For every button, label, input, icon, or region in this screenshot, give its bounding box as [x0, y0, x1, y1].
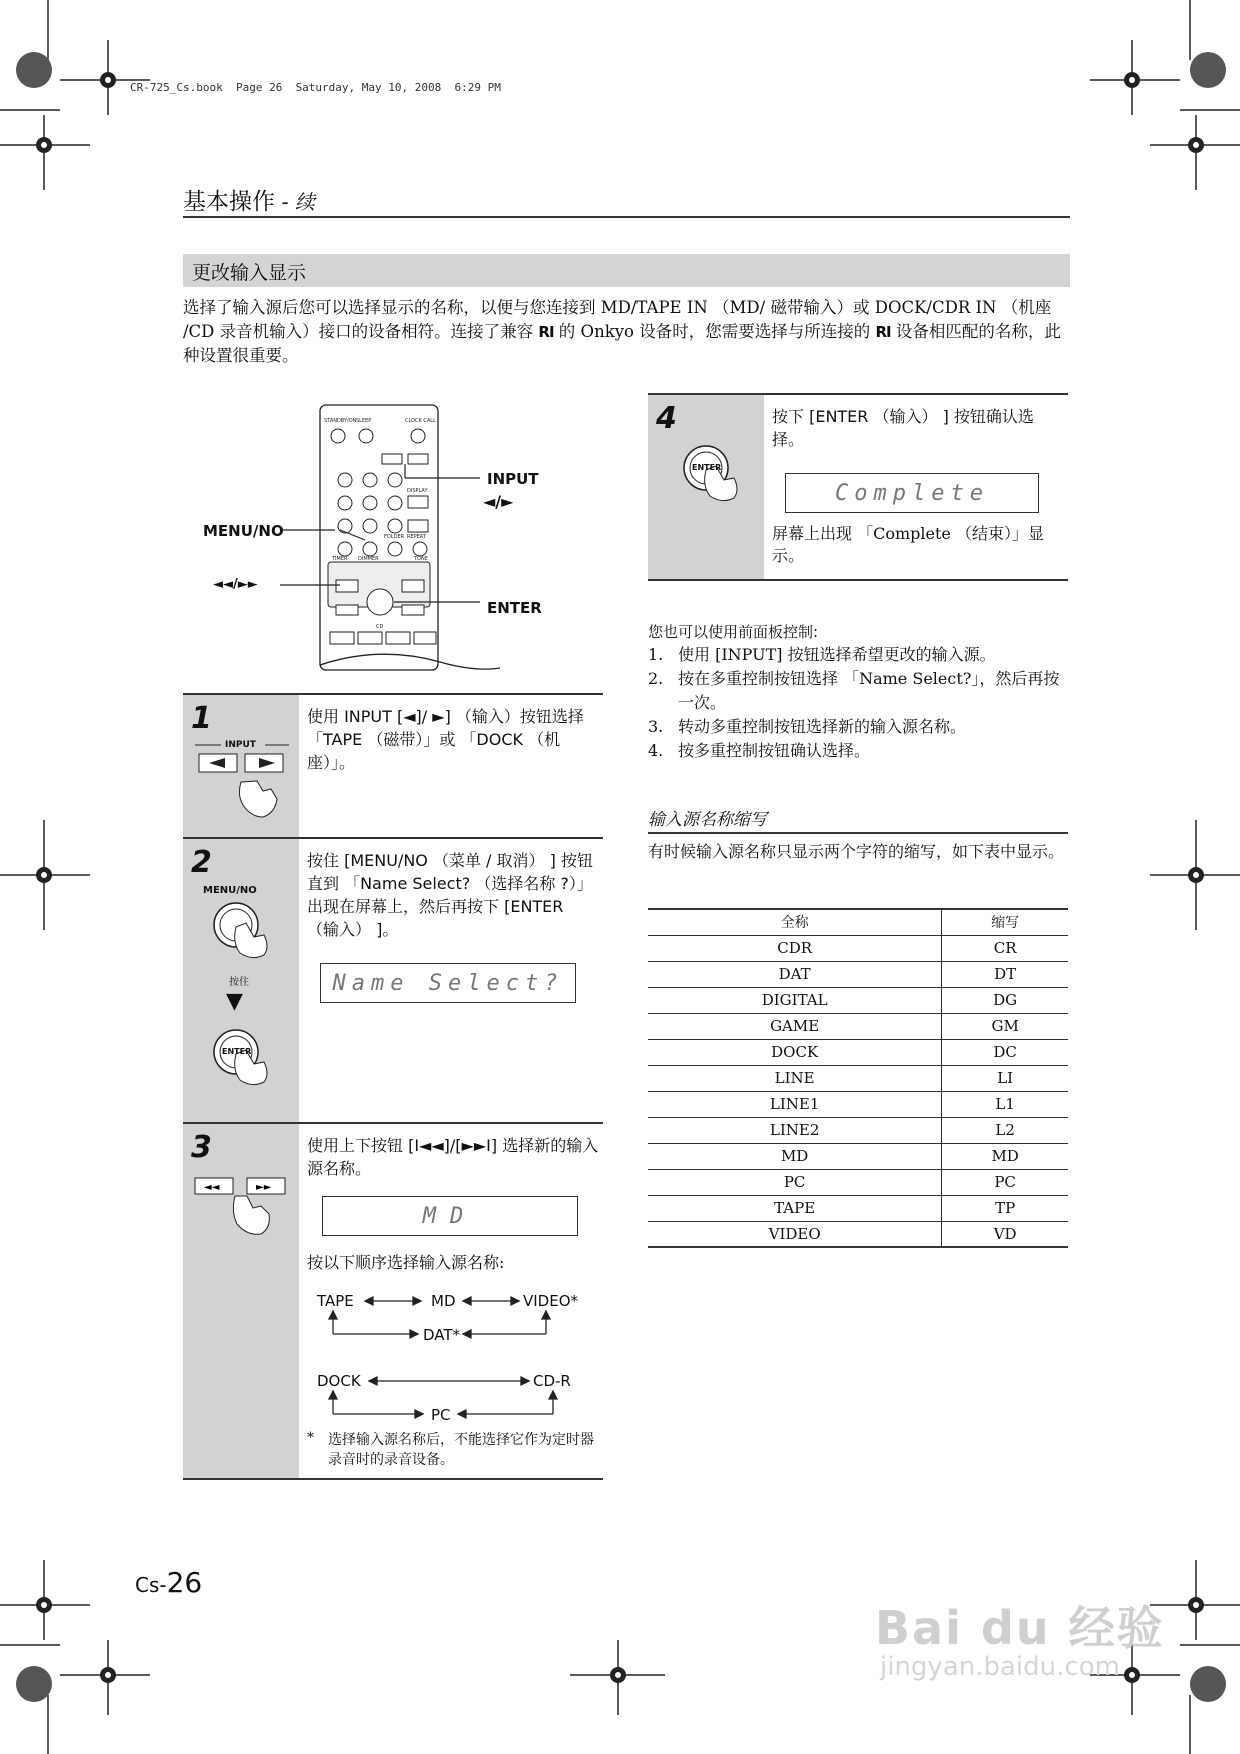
table-cell: DAT: [648, 961, 942, 987]
list-text: 使用 [INPUT] 按钮选择希望更改的输入源。: [678, 645, 996, 664]
table-header: 缩写: [942, 909, 1068, 935]
menu-button-icon: [208, 897, 278, 963]
table-row: [648, 1091, 1068, 1117]
list-item: [648, 739, 1068, 763]
remote-btn-clock: CLOCK CALL: [405, 418, 436, 424]
list-text: 按多重控制按钮确认选择。: [678, 741, 871, 760]
step-number: 2: [191, 845, 212, 880]
remote-btn-timer: TIMER: [332, 556, 348, 562]
table-cell: LINE1: [648, 1091, 942, 1117]
table-cell: PC: [648, 1169, 942, 1195]
order-label: 按以下顺序选择输入源名称:: [307, 1253, 505, 1272]
table-header-row: [648, 909, 1068, 935]
section-bar: [183, 254, 1070, 287]
table-cell: PC: [942, 1169, 1068, 1195]
table-cell: MD: [942, 1143, 1068, 1169]
flow-dat: DAT*: [423, 1326, 461, 1344]
remote-btn-standby: STANDBY/ON: [324, 418, 357, 424]
page-title: [183, 183, 315, 216]
footnote: 选择输入源名称后，不能选择它作为定时器录音时的录音设备。: [328, 1432, 594, 1468]
table-cell: GAME: [648, 1013, 942, 1039]
table-cell: LINE2: [648, 1117, 942, 1143]
step-text: 使用上下按钮 [I◄◄]/[►►I] 选择新的输入源名称。: [307, 1136, 599, 1178]
flow-dock: DOCK: [317, 1372, 361, 1390]
table-row: [648, 1117, 1068, 1143]
flow-arrows-2: [313, 1369, 573, 1424]
flow-arrows-1: [313, 1289, 573, 1344]
input-buttons-icon: [193, 737, 293, 827]
watermark-url: jingyan.baidu.com: [880, 1652, 1120, 1682]
watermark-brand: Bai du 经验: [875, 1601, 1165, 1655]
step-3: [183, 1122, 603, 1480]
remote-btn-sleep: SLEEP: [356, 418, 372, 424]
table-row: [648, 1013, 1068, 1039]
list-item: [648, 667, 1068, 715]
step-icon-label: INPUT: [225, 740, 256, 750]
header-rule: [183, 216, 1070, 218]
step-1: [183, 693, 603, 837]
section-title: 更改输入显示: [192, 262, 307, 284]
step-number: 1: [191, 701, 212, 736]
ri-logo: RI: [538, 323, 554, 341]
remote-label-input-arrows: ◄/►: [483, 492, 514, 511]
footnote-mark: *: [307, 1430, 314, 1446]
table-cell: TP: [942, 1195, 1068, 1221]
table-row: [648, 1195, 1068, 1221]
svg-text:◄◄: ◄◄: [204, 1182, 220, 1193]
page-number-value: 26: [166, 1566, 203, 1599]
table-header: 全称: [648, 909, 942, 935]
flow-video: VIDEO*: [523, 1292, 579, 1310]
table-row: [648, 987, 1068, 1013]
step-4: [648, 393, 1068, 581]
table-cell: TAPE: [648, 1195, 942, 1221]
table-row: [648, 961, 1068, 987]
table-cell: DIGITAL: [648, 987, 942, 1013]
list-num: 1.: [648, 645, 664, 664]
abbr-title-rule: [648, 832, 1068, 834]
intro-part2: 的 Onkyo 设备时，您需要选择与所连接的: [553, 322, 876, 341]
table-row: [648, 1143, 1068, 1169]
page-title-main: 基本操作: [183, 189, 275, 215]
ri-logo: RI: [875, 323, 891, 341]
step-text: 按住 [MENU/NO （菜单 / 取消） ] 按钮直到 「Name Select? （选择名称 ?）」出现在屏幕上，然后再按下 [ENTER （输入） ]。: [307, 851, 593, 939]
table-cell: L2: [942, 1117, 1068, 1143]
table-cell: MD: [648, 1143, 942, 1169]
svg-text:►►: ►►: [256, 1182, 272, 1193]
enter-button-icon: [208, 1024, 278, 1104]
remote-label-menu: MENU/NO: [203, 522, 284, 540]
flow-cdr: CD-R: [533, 1372, 571, 1390]
step-text: 使用 INPUT [◄]/ ►] （输入）按钮选择 「TAPE （磁带）」或 「DOCK （机座）」。: [307, 707, 584, 772]
hold-label: 按住: [229, 977, 249, 988]
remote-label-enter: ENTER: [487, 599, 542, 617]
table-row: [648, 1065, 1068, 1091]
list-text: 按在多重控制按钮选择 「Name Select?」，然后再按一次。: [678, 669, 1060, 712]
table-cell: CDR: [648, 935, 942, 961]
remote-btn-folder: FOLDER: [384, 534, 405, 540]
down-arrow-icon: ▼: [226, 989, 243, 1014]
page-title-cont: - 续: [275, 190, 315, 214]
remote-btn-cd: CD: [376, 624, 384, 630]
skip-buttons-icon: [191, 1174, 291, 1254]
table-cell: LINE: [648, 1065, 942, 1091]
list-item: [648, 643, 1068, 667]
lcd-display: Complete: [785, 473, 1039, 513]
remote-label-skip: ◄◄/►►: [213, 577, 258, 592]
table-cell: DG: [942, 987, 1068, 1013]
remote-control-drawing: [200, 400, 560, 680]
table-cell: DC: [942, 1039, 1068, 1065]
list-num: 2.: [648, 669, 664, 688]
table-row: [648, 1221, 1068, 1247]
table-cell: VIDEO: [648, 1221, 942, 1247]
table-cell: DOCK: [648, 1039, 942, 1065]
remote-illustration: [200, 400, 560, 680]
enter-icon-label: ENTER: [222, 1047, 252, 1056]
menu-no-label: MENU/NO: [203, 885, 257, 896]
step-text: 按下 [ENTER （输入） ] 按钮确认选择。: [772, 407, 1034, 449]
list-text: 转动多重控制按钮选择新的输入源名称。: [678, 717, 967, 736]
step-note: 屏幕上出现 「Complete （结束）」显示。: [772, 524, 1044, 565]
remote-label-input: INPUT: [487, 470, 539, 488]
remote-btn-display: DISPLAY: [407, 488, 428, 494]
front-panel-list: [648, 643, 1068, 763]
lcd-display: Name Select?: [320, 963, 576, 1003]
intro-part1: 选择了输入源后您可以选择显示的名称，以便与您连接到 MD/TAPE IN （MD/ 磁带输入）或 DOCK/CDR IN （机座 /CD 录音机输入）接口的设备相符。连接了兼容: [183, 298, 1052, 341]
step-number: 4: [656, 401, 677, 436]
intro-paragraph: [183, 296, 1070, 368]
list-num: 4.: [648, 741, 664, 760]
table-cell: VD: [942, 1221, 1068, 1247]
page-number-prefix: Cs-: [135, 1573, 167, 1597]
table-cell: L1: [942, 1091, 1068, 1117]
intro-part3: 设备相匹配的名称，此种设置很重要。: [183, 322, 1061, 365]
remote-btn-dimmer: DIMMER: [358, 556, 379, 562]
front-panel-title: 您也可以使用前面板控制:: [648, 623, 819, 641]
abbr-title: 输入源名称缩写: [648, 810, 767, 830]
flow-md: MD: [431, 1292, 456, 1310]
step-number: 3: [191, 1130, 212, 1165]
table-cell: LI: [942, 1065, 1068, 1091]
print-header: CR-725_Cs.book Page 26 Saturday, May 10, 2008 6:29 PM: [130, 81, 501, 94]
abbr-table: [648, 908, 1068, 1248]
table-cell: DT: [942, 961, 1068, 987]
remote-btn-repeat: REPEAT: [407, 534, 426, 540]
abbr-description: 有时候输入源名称只显示两个字符的缩写，如下表中显示。: [648, 842, 1065, 861]
table-cell: CR: [942, 935, 1068, 961]
table-cell: GM: [942, 1013, 1068, 1039]
list-item: [648, 715, 1068, 739]
table-row: [648, 1169, 1068, 1195]
step-2: [183, 837, 603, 1122]
enter-button-icon: [678, 440, 748, 520]
remote-btn-tone: TONE: [414, 556, 428, 562]
lcd-display: MD: [322, 1196, 578, 1236]
page-number: [135, 1566, 202, 1599]
flow-pc: PC: [431, 1406, 451, 1424]
flow-tape: TAPE: [317, 1292, 354, 1310]
list-num: 3.: [648, 717, 664, 736]
table-row: [648, 935, 1068, 961]
table-row: [648, 1039, 1068, 1065]
enter-icon-label: ENTER: [692, 463, 722, 472]
